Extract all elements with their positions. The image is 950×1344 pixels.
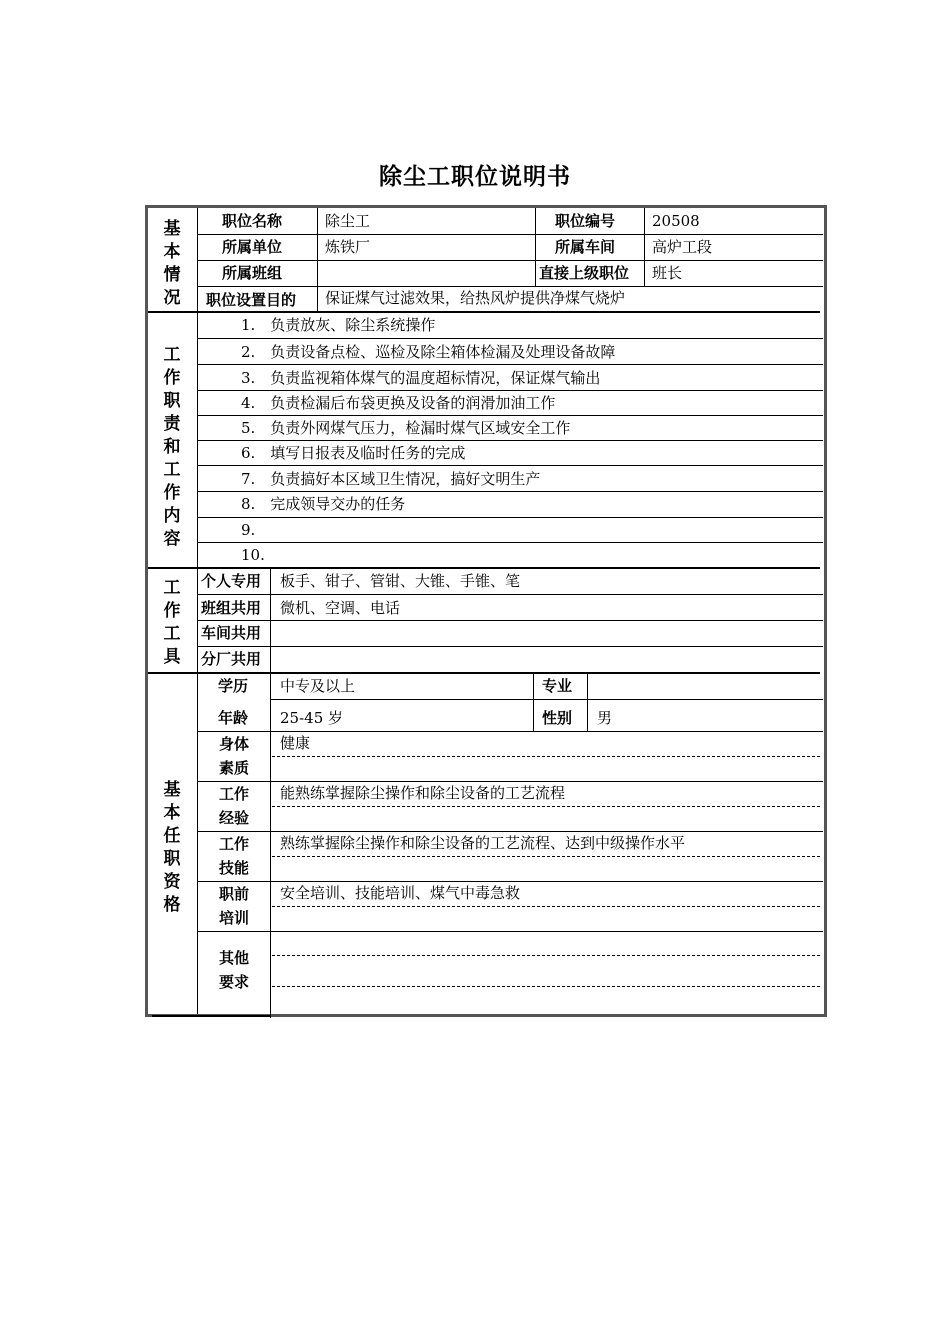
dashed-line bbox=[272, 806, 820, 807]
section-separator bbox=[148, 567, 820, 569]
body-value: 健康 bbox=[280, 734, 311, 752]
unit-label: 所属单位 bbox=[222, 238, 283, 256]
row-line bbox=[197, 731, 823, 732]
col-line bbox=[317, 208, 318, 311]
bottom-rule bbox=[152, 1015, 270, 1017]
experience-label: 工作 经验 bbox=[218, 785, 249, 827]
position-code-value: 20508 bbox=[652, 212, 700, 230]
section-separator bbox=[148, 672, 820, 674]
row-line bbox=[197, 831, 823, 832]
major-label: 专业 bbox=[542, 677, 573, 695]
duty-item-9: 9. bbox=[241, 521, 256, 539]
gender-value: 男 bbox=[597, 709, 613, 727]
col-line bbox=[270, 674, 271, 1018]
col-line bbox=[587, 674, 588, 731]
row-line bbox=[197, 465, 823, 466]
row-line bbox=[197, 881, 823, 882]
row-line bbox=[197, 517, 823, 518]
team-label: 所属班组 bbox=[222, 264, 283, 282]
dashed-line bbox=[272, 756, 820, 757]
purpose-value: 保证煤气过滤效果，给热风炉提供净煤气烧炉 bbox=[325, 289, 626, 307]
page-title: 除尘工职位说明书 bbox=[379, 164, 571, 190]
dashed-line bbox=[272, 955, 820, 956]
gender-label: 性别 bbox=[542, 709, 573, 727]
duty-item-2: 2. 负责设备点检、巡检及除尘箱体检漏及处理设备故障 bbox=[241, 343, 616, 361]
row-line bbox=[197, 415, 823, 416]
superior-label: 直接上级职位 bbox=[539, 264, 630, 282]
purpose-label: 职位设置目的 bbox=[206, 291, 297, 309]
tool-label-personal: 个人专用 bbox=[201, 572, 262, 590]
education-label: 学历 bbox=[218, 677, 249, 695]
row-line bbox=[197, 542, 823, 543]
row-line bbox=[197, 646, 823, 647]
section-separator bbox=[148, 311, 820, 313]
age-value: 25-45 岁 bbox=[280, 709, 344, 727]
section-label-basic: 基本情况 bbox=[163, 219, 181, 308]
section-divider bbox=[197, 208, 198, 1014]
training-label: 职前 培训 bbox=[218, 885, 249, 927]
duty-item-4: 4. 负责检漏后布袋更换及设备的润滑加油工作 bbox=[241, 394, 556, 412]
tool-label-team: 班组共用 bbox=[201, 599, 262, 617]
row-line bbox=[197, 260, 823, 261]
duty-item-1: 1. 负责放灰、除尘系统操作 bbox=[241, 316, 436, 334]
superior-value: 班长 bbox=[652, 264, 683, 282]
row-line bbox=[197, 440, 823, 441]
age-label: 年龄 bbox=[218, 709, 249, 727]
row-line bbox=[197, 781, 823, 782]
duty-item-10: 10. bbox=[241, 546, 265, 564]
col-line bbox=[644, 208, 645, 286]
row-line bbox=[197, 234, 823, 235]
row-line bbox=[197, 594, 823, 595]
position-name-value: 除尘工 bbox=[325, 212, 371, 230]
workshop-value: 高炉工段 bbox=[652, 238, 713, 256]
experience-value: 能熟练掌握除尘操作和除尘设备的工艺流程 bbox=[280, 784, 566, 802]
duty-item-8: 8. 完成领导交办的任务 bbox=[241, 495, 406, 513]
body-label: 身体 素质 bbox=[218, 735, 249, 777]
duty-item-5: 5. 负责外网煤气压力，检漏时煤气区域安全工作 bbox=[241, 419, 571, 437]
row-line bbox=[197, 620, 823, 621]
tool-label-factory: 分厂共用 bbox=[201, 650, 262, 668]
duty-item-7: 7. 负责搞好本区域卫生情况，搞好文明生产 bbox=[241, 470, 541, 488]
row-line bbox=[197, 931, 823, 932]
col-line bbox=[270, 569, 271, 672]
col-line bbox=[533, 674, 534, 731]
row-line bbox=[197, 390, 823, 391]
row-line bbox=[270, 699, 823, 700]
unit-value: 炼铁厂 bbox=[325, 238, 371, 256]
duty-item-3: 3. 负责监视箱体煤气的温度超标情况，保证煤气输出 bbox=[241, 369, 601, 387]
dashed-line bbox=[272, 906, 820, 907]
tool-label-workshop: 车间共用 bbox=[201, 624, 262, 642]
skills-label: 工作 技能 bbox=[218, 835, 249, 877]
workshop-label: 所属车间 bbox=[555, 238, 616, 256]
row-line bbox=[197, 364, 823, 365]
position-code-label: 职位编号 bbox=[555, 212, 616, 230]
duty-item-6: 6. 填写日报表及临时任务的完成 bbox=[241, 444, 466, 462]
other-label: 其他 要求 bbox=[218, 949, 249, 991]
row-line bbox=[197, 286, 823, 287]
section-label-duties: 工作职责和工作内容 bbox=[163, 345, 181, 549]
tool-value-team: 微机、空调、电话 bbox=[280, 599, 401, 617]
section-label-tools: 工作工具 bbox=[163, 578, 181, 667]
skills-value: 熟练掌握除尘操作和除尘设备的工艺流程、达到中级操作水平 bbox=[280, 834, 686, 852]
dashed-line bbox=[272, 986, 820, 987]
training-value: 安全培训、技能培训、煤气中毒急救 bbox=[280, 884, 521, 902]
education-value: 中专及以上 bbox=[280, 677, 356, 695]
dashed-line bbox=[272, 856, 820, 857]
row-line bbox=[197, 491, 823, 492]
row-line bbox=[197, 338, 823, 339]
col-line bbox=[535, 208, 536, 286]
tool-value-personal: 板手、钳子、管钳、大锥、手锥、笔 bbox=[280, 572, 521, 590]
position-name-label: 职位名称 bbox=[222, 212, 283, 230]
section-label-qualifications: 基本任职资格 bbox=[163, 780, 181, 915]
